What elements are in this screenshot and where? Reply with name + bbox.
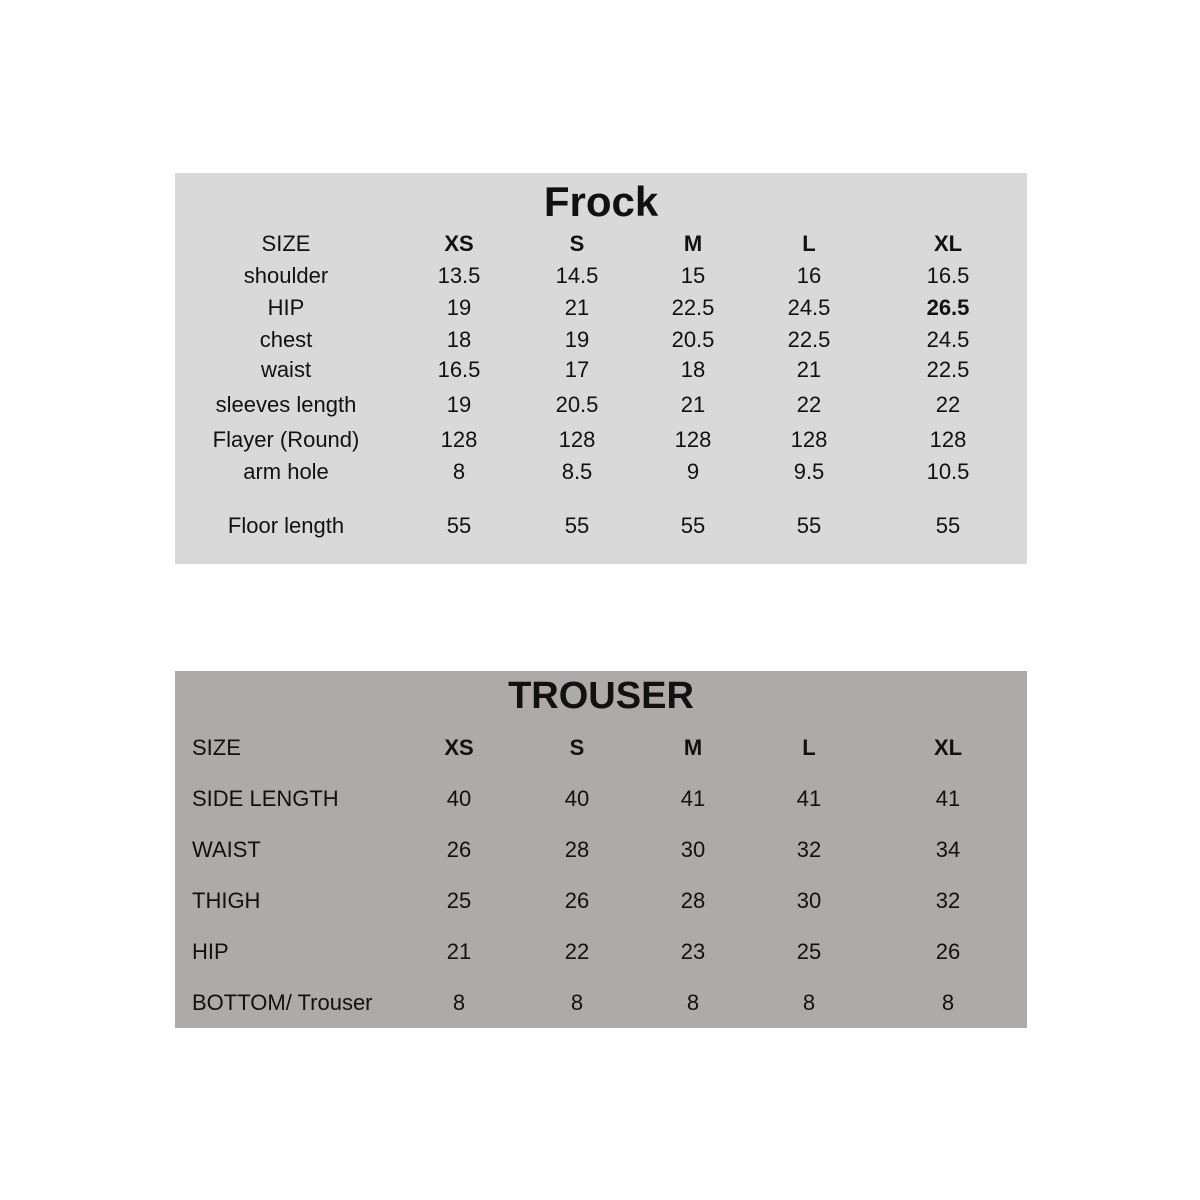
- table-cell: 8: [570, 990, 584, 1015]
- table-cell: 25: [446, 888, 472, 913]
- trouser-header-xl: XL: [933, 735, 963, 760]
- table-row: [175, 989, 1027, 1017]
- table-cell: 30: [796, 888, 822, 913]
- frock-size-chart: [175, 173, 1027, 564]
- table-row: [175, 426, 1027, 454]
- table-cell: 22: [935, 392, 961, 417]
- row-label: SIDE LENGTH: [192, 786, 339, 811]
- trouser-header-row: [175, 734, 1027, 762]
- row-label: Flayer (Round): [212, 427, 360, 452]
- table-cell: 128: [929, 427, 967, 452]
- table-cell: 19: [564, 327, 590, 352]
- table-cell: 28: [680, 888, 706, 913]
- table-cell: 8: [802, 990, 816, 1015]
- table-cell: 24.5: [787, 295, 831, 320]
- row-label: THIGH: [192, 888, 261, 913]
- table-cell: 32: [935, 888, 961, 913]
- row-label: HIP: [192, 939, 229, 964]
- row-label: WAIST: [192, 837, 261, 862]
- table-cell: 34: [935, 837, 961, 862]
- table-cell: 22.5: [926, 357, 970, 382]
- trouser-header-xs: XS: [444, 735, 474, 760]
- table-row: [175, 294, 1027, 322]
- table-cell: 20.5: [555, 392, 599, 417]
- table-cell: 28: [564, 837, 590, 862]
- table-cell: 24.5: [926, 327, 970, 352]
- table-cell: 19: [446, 392, 472, 417]
- table-cell: 19: [446, 295, 472, 320]
- table-cell: 55: [680, 513, 706, 538]
- frock-header-s: S: [569, 231, 585, 256]
- table-cell: 22.5: [671, 295, 715, 320]
- table-row: [175, 785, 1027, 813]
- table-cell: 41: [796, 786, 822, 811]
- table-cell: 17: [564, 357, 590, 382]
- trouser-size-chart: [175, 671, 1027, 1028]
- table-cell: 41: [935, 786, 961, 811]
- row-label: chest: [259, 327, 313, 352]
- row-label: sleeves length: [215, 392, 357, 417]
- table-cell: 41: [680, 786, 706, 811]
- table-cell: 55: [446, 513, 472, 538]
- table-cell: 8: [686, 990, 700, 1015]
- table-row: [175, 458, 1027, 486]
- frock-header-l: L: [802, 231, 816, 256]
- table-row: [175, 512, 1027, 540]
- table-row: [175, 326, 1027, 354]
- table-row: [175, 836, 1027, 864]
- table-cell: 22: [796, 392, 822, 417]
- table-cell: 9: [686, 459, 700, 484]
- trouser-header-l: L: [802, 735, 816, 760]
- table-cell: 128: [558, 427, 596, 452]
- table-cell: 10.5: [926, 459, 970, 484]
- table-cell: 40: [446, 786, 472, 811]
- table-cell: 18: [680, 357, 706, 382]
- row-label: HIP: [267, 295, 305, 320]
- table-cell: 21: [796, 357, 822, 382]
- table-cell: 128: [674, 427, 712, 452]
- table-cell: 26: [564, 888, 590, 913]
- table-cell: 8: [452, 459, 466, 484]
- trouser-title: TROUSER: [508, 675, 694, 717]
- row-label: Floor length: [227, 513, 345, 538]
- trouser-header-size: SIZE: [192, 735, 241, 760]
- row-label: BOTTOM/ Trouser: [192, 990, 373, 1015]
- table-row: [175, 887, 1027, 915]
- row-label: shoulder: [243, 263, 329, 288]
- row-label: arm hole: [243, 459, 329, 484]
- table-cell: 8: [452, 990, 466, 1015]
- table-cell: 128: [440, 427, 478, 452]
- table-cell: 13.5: [437, 263, 481, 288]
- frock-title: Frock: [543, 178, 659, 225]
- frock-header-size: SIZE: [261, 231, 311, 256]
- table-cell: 16.5: [437, 357, 481, 382]
- table-row: [175, 938, 1027, 966]
- frock-header-xs: XS: [444, 231, 474, 256]
- table-cell: 32: [796, 837, 822, 862]
- row-label: waist: [260, 357, 312, 382]
- table-cell: 16.5: [926, 263, 970, 288]
- trouser-header-s: S: [569, 735, 585, 760]
- table-cell: 8.5: [561, 459, 593, 484]
- table-cell: 26: [446, 837, 472, 862]
- table-cell: 20.5: [671, 327, 715, 352]
- table-cell: 9.5: [793, 459, 825, 484]
- table-cell: 26: [935, 939, 961, 964]
- table-cell: 14.5: [555, 263, 599, 288]
- table-cell: 55: [564, 513, 590, 538]
- table-cell: 22: [564, 939, 590, 964]
- table-cell: 55: [796, 513, 822, 538]
- table-cell: 21: [564, 295, 590, 320]
- table-cell: 26.5: [926, 295, 970, 320]
- table-cell: 40: [564, 786, 590, 811]
- table-cell: 18: [446, 327, 472, 352]
- table-cell: 8: [941, 990, 955, 1015]
- frock-header-row: [175, 230, 1027, 258]
- frock-header-xl: XL: [933, 231, 963, 256]
- table-cell: 22.5: [787, 327, 831, 352]
- frock-header-m: M: [683, 231, 703, 256]
- table-row: [175, 391, 1027, 419]
- table-cell: 128: [790, 427, 828, 452]
- table-row: [175, 262, 1027, 290]
- trouser-header-m: M: [683, 735, 703, 760]
- table-cell: 25: [796, 939, 822, 964]
- table-cell: 30: [680, 837, 706, 862]
- table-cell: 23: [680, 939, 706, 964]
- table-cell: 21: [680, 392, 706, 417]
- table-cell: 21: [446, 939, 472, 964]
- table-cell: 55: [935, 513, 961, 538]
- table-cell: 16: [796, 263, 822, 288]
- table-cell: 15: [680, 263, 706, 288]
- table-row: [175, 356, 1027, 384]
